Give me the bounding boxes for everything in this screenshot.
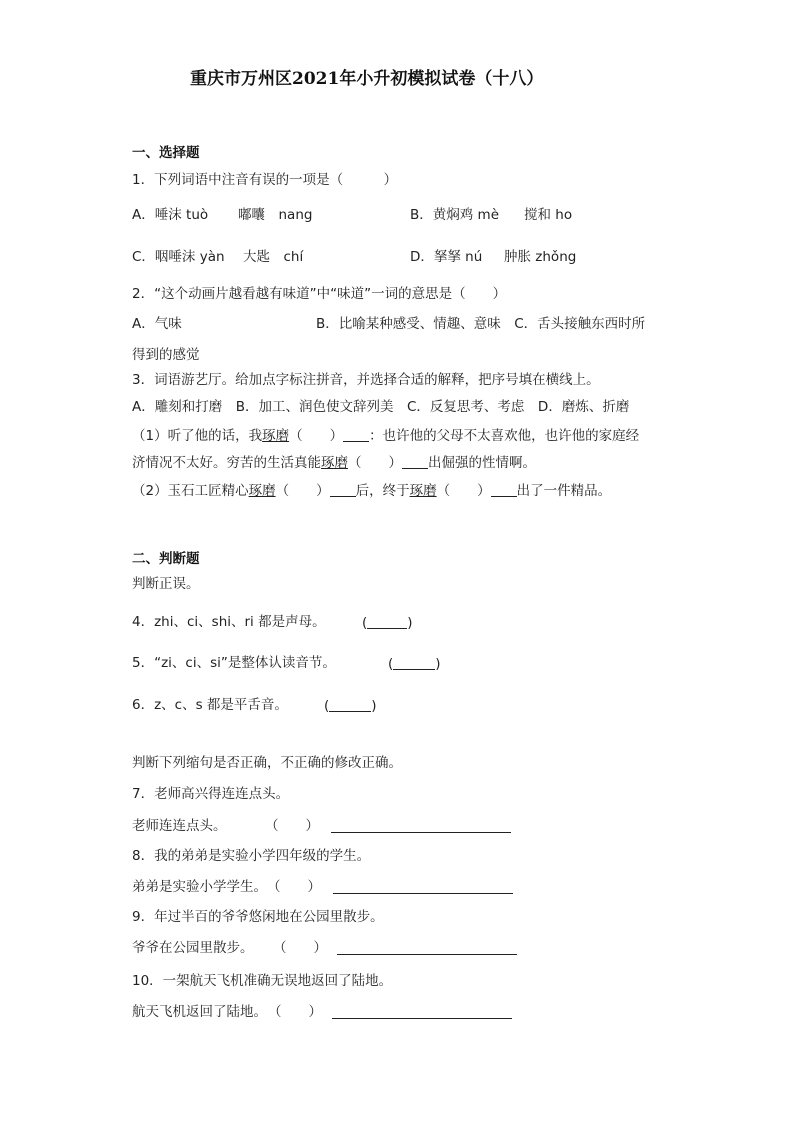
q6-blank[interactable] — [329, 699, 371, 712]
q5-answer-paren[interactable] — [388, 657, 441, 672]
q3-s2-dotted-word-2: 琢磨 — [409, 483, 437, 499]
q3-sentence-1-cont — [132, 456, 536, 471]
question-8: 8．我的弟弟是实验小学四年级的学生。 — [132, 848, 371, 864]
q3-s1-text-2: ：也许他的父母不太喜欢他，也许他的家庭经 — [369, 428, 640, 444]
q3-sentence-2 — [132, 484, 611, 499]
q3-s2-dotted-word: 琢磨 — [248, 483, 276, 499]
q3-sentence-1 — [132, 429, 639, 444]
q4-answer-paren[interactable] — [362, 616, 413, 631]
q3-s2-text-2: 后，终于 — [355, 483, 410, 499]
q2-option-c-cont: 得到的感觉 — [132, 347, 200, 363]
q3-s1-blank[interactable] — [343, 429, 369, 442]
q6-paren-open: ( — [324, 698, 330, 714]
q3-s1-text-3: 济情况不太好。穷苦的生活真能 — [132, 455, 321, 471]
q3-options: A．雕刻和打磨 B．加工、润色使文辞列美 C．反复思考、考虑 D．磨炼、折磨 — [132, 399, 630, 415]
q1-option-b-2: 搅和 ho — [524, 207, 573, 223]
q3-s1-pinyin-paren: （ ） — [289, 428, 344, 444]
q3-s1-text: （1）听了他的话，我 — [132, 428, 263, 444]
q3-s2-blank[interactable] — [330, 484, 356, 497]
q4-paren-close: ) — [407, 615, 413, 631]
question-2-stem: 2．“这个动画片越看越有味道”中“味道”一词的意思是（ ） — [132, 286, 507, 302]
q6-answer-paren[interactable] — [324, 699, 377, 714]
q7-shortened: 老师连连点头。 — [132, 818, 227, 834]
question-4: 4．zhi、ci、shi、ri 都是声母。 — [132, 614, 326, 630]
section-heading-choice: 一、选择题 — [132, 145, 200, 161]
q2-option-bc: B．比喻某种感受、情趣、意味 C．舌头接触东西时所 — [316, 316, 646, 332]
page-title: 重庆市万州区2021年小升初模拟试卷（十八） — [190, 69, 544, 89]
q3-s2-text-3: 出了一件精品。 — [516, 483, 612, 499]
q10-shortened: 航天飞机返回了陆地。 — [132, 1004, 267, 1020]
q6-paren-close: ) — [371, 698, 377, 714]
q3-s1-text-4: 出倔强的性情啊。 — [428, 455, 536, 471]
question-9: 9．年过半百的爷爷悠闲地在公园里散步。 — [132, 909, 384, 925]
q9-shortened: 爷爷在公园里散步。 — [132, 940, 254, 956]
q3-s2-pinyin-paren: （ ） — [275, 483, 330, 499]
q1-option-c-1: C．咽唾沫 yàn — [132, 249, 225, 265]
q10-judge-paren[interactable]: （ ） — [268, 1004, 322, 1020]
q9-correction-line[interactable] — [337, 954, 517, 955]
q1-option-a-1: A．唾沫 tuò — [132, 207, 209, 223]
question-1-stem: 1．下列词语中注音有误的一项是（ ） — [132, 172, 398, 188]
question-3-stem: 3．词语游艺厅。给加点字标注拼音，并选择合适的解释，把序号填在横线上。 — [132, 372, 600, 388]
q1-option-a-2: 嘟囔 nang — [238, 207, 313, 223]
q5-blank[interactable] — [393, 657, 435, 670]
question-7: 7．老师高兴得连连点头。 — [132, 786, 290, 802]
q4-blank[interactable] — [367, 616, 407, 629]
q8-correction-line[interactable] — [333, 893, 513, 894]
q3-s1-blank-2[interactable] — [402, 456, 428, 469]
q1-option-d-1: D．拏拏 nú — [410, 249, 483, 265]
q5-paren-close: ) — [435, 656, 441, 672]
q3-s1-dotted-word-2: 琢磨 — [321, 455, 348, 471]
q3-s2-blank-2[interactable] — [491, 484, 517, 497]
shorten-intro: 判断下列缩句是否正确，不正确的修改正确。 — [132, 755, 402, 771]
judge-intro: 判断正误。 — [132, 576, 200, 592]
section-heading-judge: 二、判断题 — [132, 551, 200, 567]
q10-correction-line[interactable] — [332, 1018, 512, 1019]
q5-paren-open: ( — [388, 656, 394, 672]
q3-s1-dotted-word: 琢磨 — [262, 428, 290, 444]
question-10: 10．一架航天飞机准确无误地返回了陆地。 — [132, 973, 393, 989]
q2-option-a: A．气味 — [132, 316, 182, 332]
q4-paren-open: ( — [362, 615, 368, 631]
q8-shortened: 弟弟是实验小学学生。 — [132, 879, 267, 895]
q8-judge-paren[interactable]: （ ） — [267, 879, 321, 895]
q1-option-d-2: 肿胀 zhǒng — [504, 249, 577, 265]
question-5: 5．“zi、ci、si”是整体认读音节。 — [132, 655, 336, 671]
q7-judge-paren[interactable]: （ ） — [265, 818, 319, 834]
q3-s2-pinyin-paren-2: （ ） — [436, 483, 491, 499]
question-6: 6．z、c、s 都是平舌音。 — [132, 697, 288, 713]
q7-correction-line[interactable] — [331, 832, 511, 833]
q1-option-b-1: B．黄焖鸡 mè — [410, 207, 500, 223]
q9-judge-paren[interactable]: （ ） — [273, 940, 327, 956]
q1-option-c-2: 大匙 chí — [243, 249, 304, 265]
q3-s1-pinyin-paren-2: （ ） — [348, 455, 402, 471]
q3-s2-text: （2）玉石工匠精心 — [132, 483, 249, 499]
